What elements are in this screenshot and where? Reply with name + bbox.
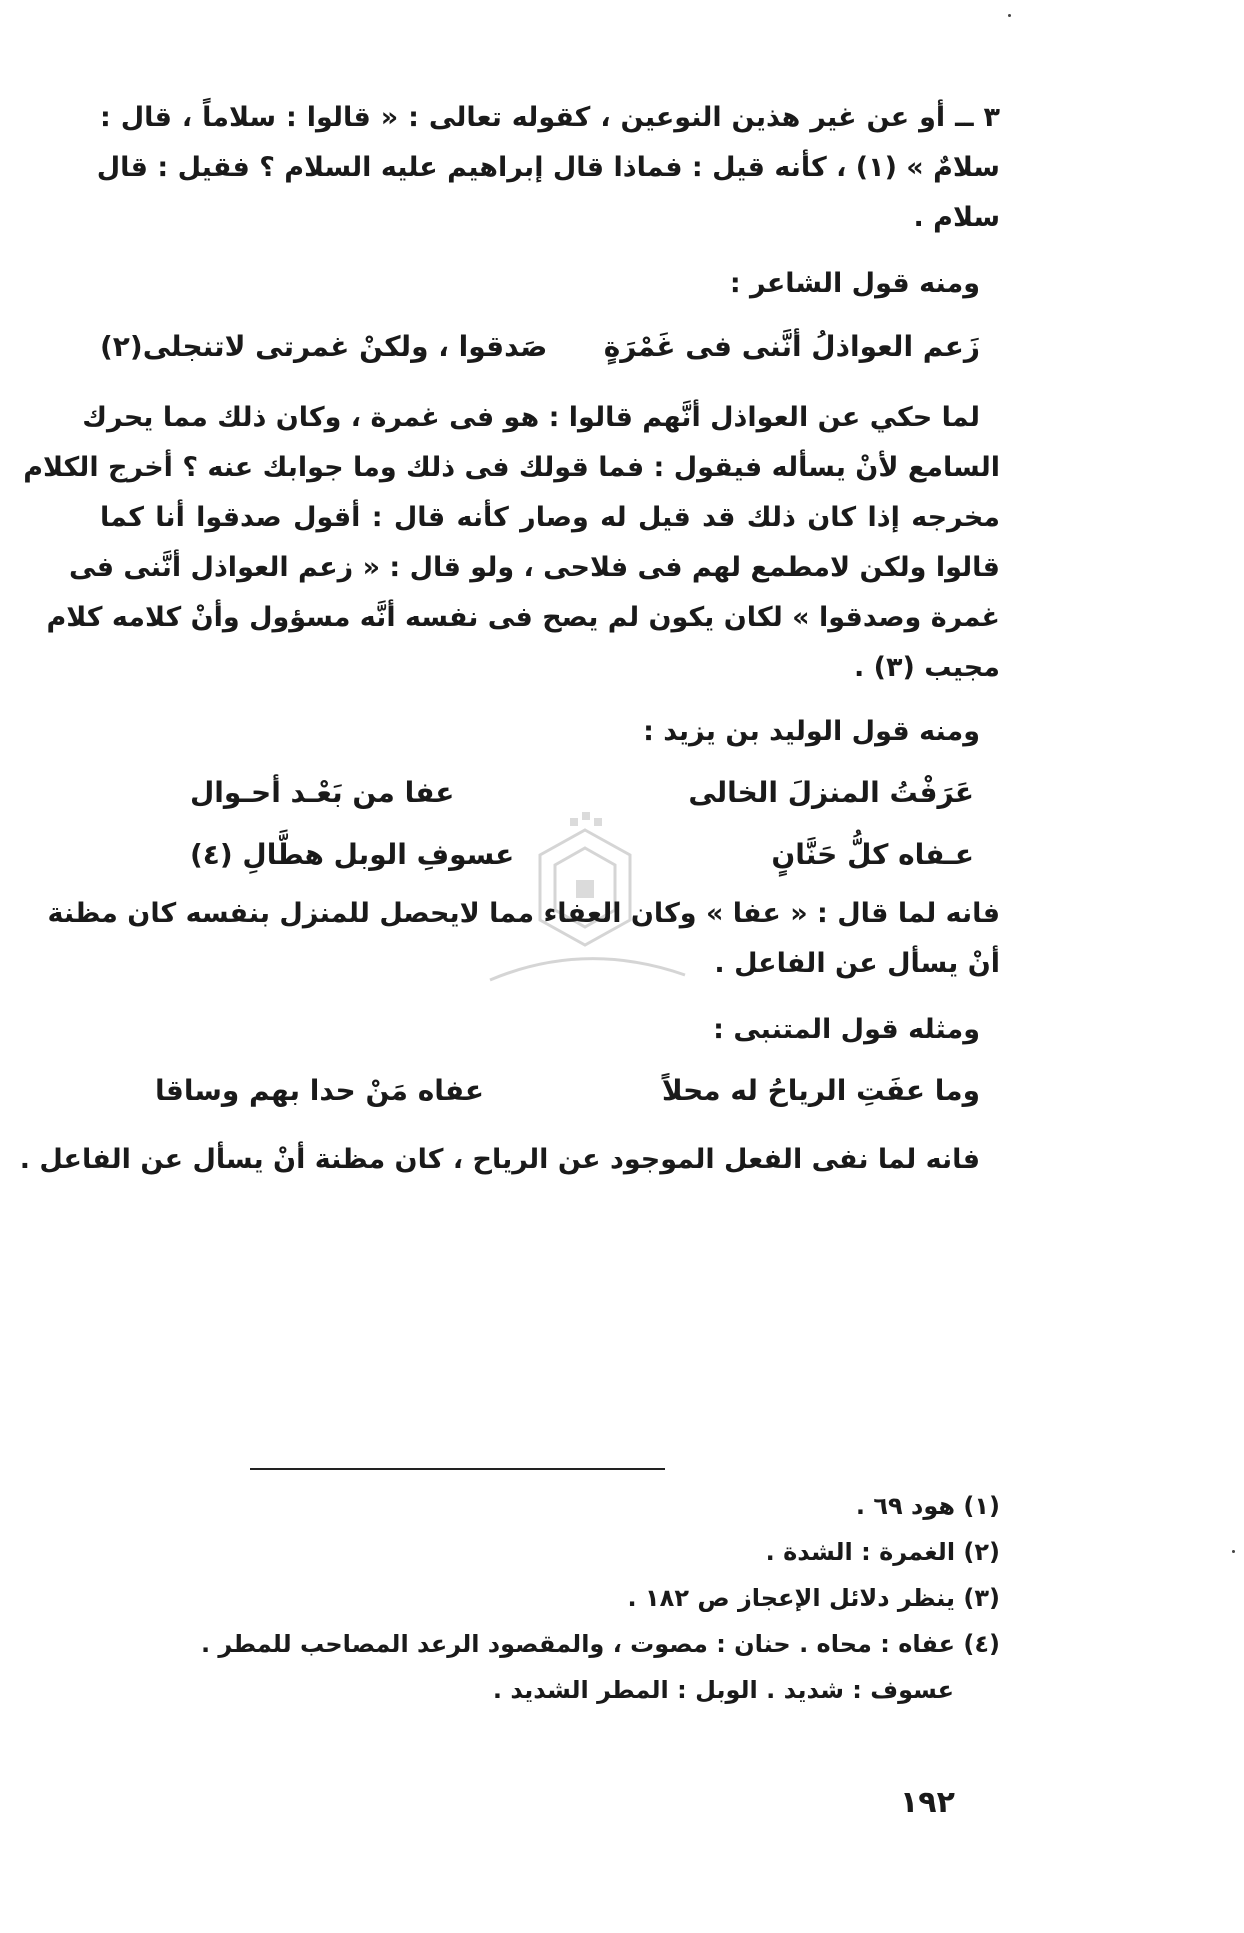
page-number: ١٩٢ bbox=[900, 1785, 955, 1820]
footnote-3: (٣) ينظر دلائل الإعجاز ص ١٨٢ . bbox=[627, 1584, 1000, 1612]
paragraph4: فانه لما نفى الفعل الموجود عن الرياح ، كان مظنة أنْ يسأل عن الفاعل . bbox=[19, 1144, 980, 1175]
verse2-line2-first: عـفاه كلُّ حَنَّانٍ bbox=[771, 838, 974, 871]
paragraph2-line3: مخرجه إذا كان ذلك قد قيل له وصار كأنه قال : أقول صدقوا أنا كما bbox=[100, 502, 1000, 533]
paragraph2-line5: غمرة وصدقوا » لكان يكون لم يصح فى نفسه أنَّه مسؤول وأنْ كلامه كلام bbox=[46, 602, 1000, 633]
verse2-line2-second: عسوفِ الوبل هطَّالِ (٤) bbox=[190, 838, 515, 871]
intro-mutanabbi: ومثله قول المتنبى : bbox=[713, 1014, 980, 1045]
verse2-line1-first: عَرَفْتُ المنزلَ الخالى bbox=[688, 776, 974, 809]
paragraph2-line4: قالوا ولكن لامطمع لهم فى فلاحى ، ولو قال : « زعم العواذل أنَّنى فى bbox=[69, 552, 1000, 583]
footnote-4: (٤) عفاه : محاه . حنان : مصوت ، والمقصود الرعد المصاحب للمطر . bbox=[200, 1630, 1000, 1658]
scan-speck bbox=[1008, 14, 1011, 17]
verse1-first-hemistich: زَعم العواذلُ أنَّنى فى غَمْرَةٍ bbox=[603, 330, 980, 363]
paragraph3-line2: أنْ يسأل عن الفاعل . bbox=[714, 948, 1000, 979]
verse3-first-hemistich: وما عفَتِ الرياحُ له محلاً bbox=[661, 1074, 980, 1107]
paragraph3-line1: فانه لما قال : « عفا » وكان العفاء مما لايحصل للمنزل بنفسه كان مظنة bbox=[47, 898, 1000, 929]
footnote-4-continuation: عسوف : شديد . الوبل : المطر الشديد . bbox=[492, 1676, 954, 1704]
intro-walid: ومنه قول الوليد بن يزيد : bbox=[643, 716, 980, 747]
verse1-second-hemistich: صَدقوا ، ولكنْ غمرتى لاتنجلى(٢) bbox=[100, 330, 548, 363]
footnote-separator bbox=[250, 1468, 665, 1470]
scan-speck bbox=[1232, 1550, 1235, 1553]
paragraph1-line3: سلام . bbox=[913, 202, 1000, 233]
intro-poet: ومنه قول الشاعر : bbox=[729, 268, 980, 299]
verse3-second-hemistich: عفاه مَنْ حدا بهم وساقا bbox=[155, 1074, 485, 1107]
paragraph2-line2: السامع لأنْ يسأله فيقول : فما قولك فى ذلك وما جوابك عنه ؟ أخرج الكلام bbox=[23, 452, 1000, 483]
paragraph1-line2: سلامٌ » (١) ، كأنه قيل : فماذا قال إبراهيم عليه السلام ؟ فقيل : قال bbox=[96, 152, 1000, 183]
paragraph2-line1: لما حكي عن العواذل أنَّهم قالوا : هو فى غمرة ، وكان ذلك مما يحرك bbox=[82, 402, 980, 433]
verse2-line1-second: عفا من بَعْـد أحـوال bbox=[190, 776, 455, 809]
paragraph2-line6: مجيب (٣) . bbox=[853, 652, 1000, 683]
footnote-1: (١) هود ٦٩ . bbox=[855, 1492, 1000, 1520]
footnote-2: (٢) الغمرة : الشدة . bbox=[765, 1538, 1000, 1566]
paragraph1-line1: ٣ ــ أو عن غير هذين النوعين ، كقوله تعالى : « قالوا : سلاماً ، قال : bbox=[100, 102, 1000, 133]
